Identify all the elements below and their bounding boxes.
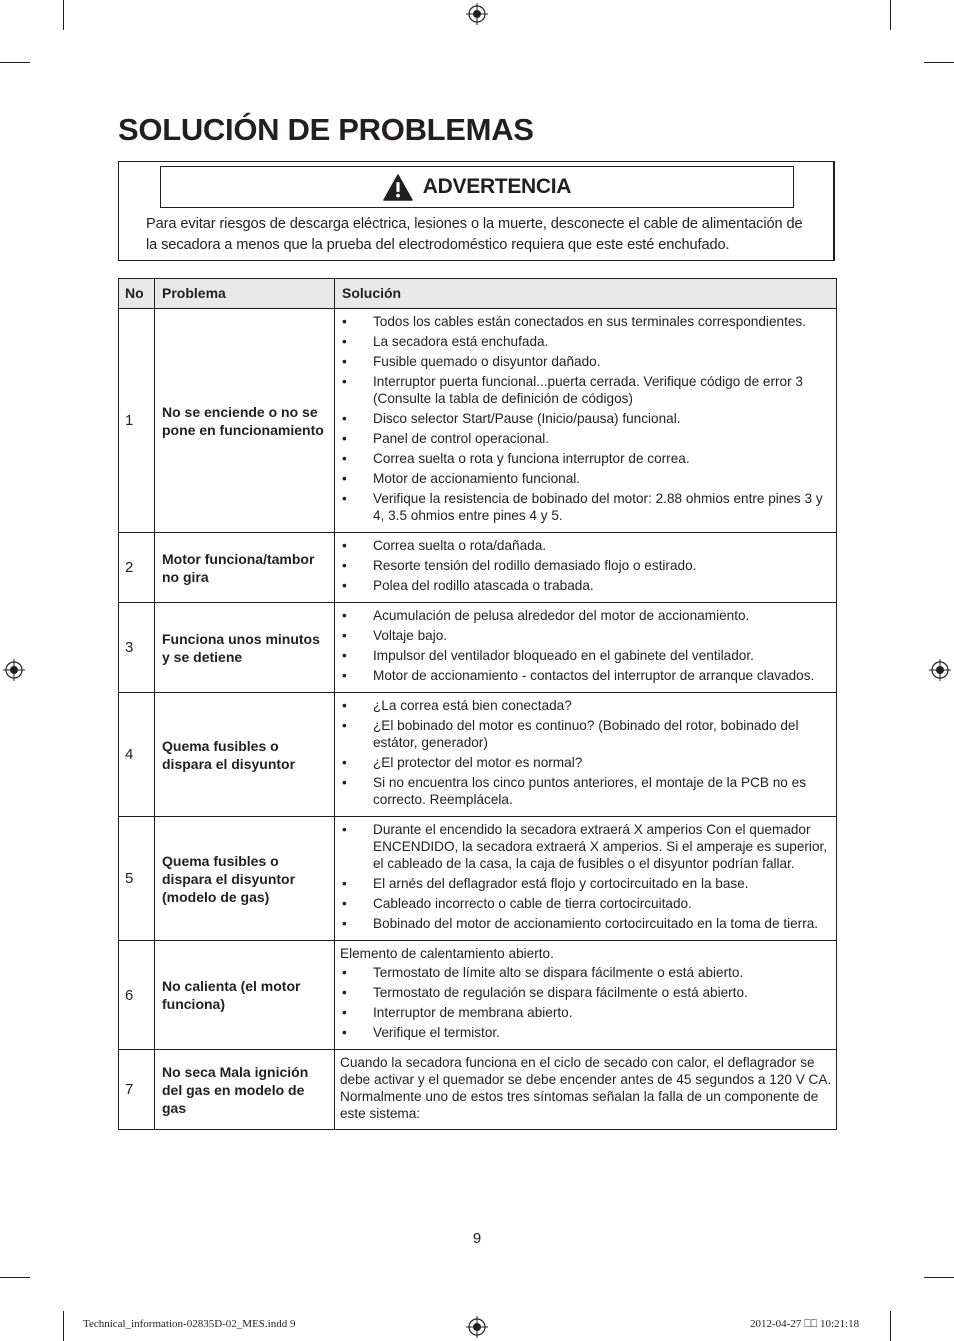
- problem-cell: Funciona unos minutos y se detiene: [155, 603, 335, 693]
- page-number: 9: [472, 1230, 482, 1247]
- column-header-solution: Solución: [335, 279, 837, 309]
- list-item: • Impulsor del ventilador bloqueado en el gabinete del ventilador.: [340, 647, 832, 664]
- solution-list: [340, 821, 832, 932]
- list-item: • Interruptor puerta funcional...puerta cerrada. Verifique código de error 3 (Consulte la tabla de definición de códigos): [340, 373, 832, 407]
- warning-text: Para evitar riesgos de descarga eléctrica, lesiones o la muerte, desconecte el cable de alimentación de la secadora a menos que la prueba del electrodoméstico requiera que este esté enchufado.: [146, 216, 803, 253]
- table-row: [119, 309, 837, 533]
- problem-cell: Quema fusibles o dispara el disyuntor (modelo de gas): [155, 817, 335, 941]
- column-header-problem: Problema: [155, 279, 335, 309]
- list-item: • Fusible quemado o disyuntor dañado.: [340, 353, 832, 370]
- crop-mark: [924, 62, 954, 63]
- warning-box: [118, 161, 835, 261]
- list-item: • Verifique la resistencia de bobinado del motor: 2.88 ohmios entre pines 3 y 4, 3.5 ohmios entre pines 4 y 5.: [340, 490, 832, 524]
- list-item: • Durante el encendido la secadora extraerá X amperios Con el quemador ENCENDIDO, la secadora extraerá X amperios. Si el amperaje es superior, el cableado de la casa, la caja de fusibles o el disyuntor podrían fallar.: [340, 821, 832, 872]
- footer-timestamp: 2012-04-27 ⎕⎕ 10:21:18: [750, 1318, 860, 1330]
- solution-cell: [335, 693, 837, 817]
- solution-cell: [335, 533, 837, 603]
- crop-mark: [0, 62, 30, 63]
- troubleshooting-table: [118, 278, 837, 1130]
- list-item: • Disco selector Start/Pause (Inicio/pausa) funcional.: [340, 410, 832, 427]
- registration-mark-icon: [466, 3, 488, 25]
- row-number: 1: [119, 309, 155, 533]
- list-item: • Motor de accionamiento - contactos del interruptor de arranque clavados.: [340, 667, 832, 684]
- list-item: • Polea del rodillo atascada o trabada.: [340, 577, 832, 594]
- row-number: 6: [119, 941, 155, 1050]
- list-item: • Interruptor de membrana abierto.: [340, 1004, 832, 1021]
- list-item: • Resorte tensión del rodillo demasiado flojo o estirado.: [340, 557, 832, 574]
- list-item: • Termostato de regulación se dispara fácilmente o está abierto.: [340, 984, 832, 1001]
- row-number: 5: [119, 817, 155, 941]
- table-row: [119, 1050, 837, 1130]
- warning-triangle-icon: [383, 174, 413, 201]
- warning-header: [160, 166, 794, 208]
- crop-mark: [0, 1277, 30, 1278]
- solution-cell: [335, 941, 837, 1050]
- column-header-no: No: [119, 279, 155, 309]
- table-row: [119, 941, 837, 1050]
- list-item: • Bobinado del motor de accionamiento cortocircuitado en la toma de tierra.: [340, 915, 832, 932]
- solution-intro: Cuando la secadora funciona en el ciclo de secado con calor, el deflagrador se debe activar y el quemador se debe encender antes de 45 segundos a 120 V CA. Normalmente uno de estos tres síntomas señalan la falla de un componente de este sistema:: [340, 1055, 832, 1121]
- crop-mark: [890, 0, 891, 30]
- crop-mark: [63, 0, 64, 30]
- solution-intro: Elemento de calentamiento abierto.: [340, 946, 554, 961]
- list-item: • Verifique el termistor.: [340, 1024, 832, 1041]
- list-item: • La secadora está enchufada.: [340, 333, 832, 350]
- solution-list: [340, 964, 832, 1041]
- solution-cell: [335, 817, 837, 941]
- solution-list: [340, 697, 832, 808]
- row-number: 3: [119, 603, 155, 693]
- list-item: • El arnés del deflagrador está flojo y cortocircuitado en la base.: [340, 875, 832, 892]
- list-item: • ¿El protector del motor es normal?: [340, 754, 832, 771]
- list-item: • Correa suelta o rota/dañada.: [340, 537, 832, 554]
- table-row: [119, 533, 837, 603]
- table-header-row: [119, 279, 837, 309]
- table-row: [119, 603, 837, 693]
- row-number: 7: [119, 1050, 155, 1130]
- problem-cell: No se enciende o no se pone en funcionamiento: [155, 309, 335, 533]
- table-row: [119, 693, 837, 817]
- table-body: [119, 309, 837, 1130]
- crop-mark: [890, 1311, 891, 1341]
- crop-mark: [63, 1311, 64, 1341]
- list-item: • Motor de accionamiento funcional.: [340, 470, 832, 487]
- solution-cell: [335, 309, 837, 533]
- list-item: • ¿El bobinado del motor es continuo? (Bobinado del rotor, bobinado del estátor, generador): [340, 717, 832, 751]
- solution-list: [340, 313, 832, 524]
- registration-mark-icon: [466, 1316, 488, 1338]
- problem-cell: No calienta (el motor funciona): [155, 941, 335, 1050]
- list-item: • Acumulación de pelusa alrededor del motor de accionamiento.: [340, 607, 832, 624]
- registration-mark-icon: [3, 659, 25, 681]
- list-item: • Panel de control operacional.: [340, 430, 832, 447]
- list-item: • Todos los cables están conectados en sus terminales correspondientes.: [340, 313, 832, 330]
- solution-cell: [335, 603, 837, 693]
- list-item: • Termostato de límite alto se dispara fácilmente o está abierto.: [340, 964, 832, 981]
- page-title: SOLUCIÓN DE PROBLEMAS: [118, 112, 534, 147]
- table-row: [119, 817, 837, 941]
- list-item: • ¿La correa está bien conectada?: [340, 697, 832, 714]
- problem-cell: No seca Mala ignición del gas en modelo de gas: [155, 1050, 335, 1130]
- problem-cell: Motor funciona/tambor no gira: [155, 533, 335, 603]
- solution-list: [340, 537, 832, 594]
- warning-title: ADVERTENCIA: [422, 175, 572, 198]
- solution-list: [340, 607, 832, 684]
- problem-cell: Quema fusibles o dispara el disyuntor: [155, 693, 335, 817]
- list-item: • Correa suelta o rota y funciona interruptor de correa.: [340, 450, 832, 467]
- registration-mark-icon: [929, 659, 951, 681]
- footer-file-info: Technical_information-02835D-02_MES.indd 9: [83, 1318, 296, 1330]
- solution-cell: [335, 1050, 837, 1130]
- list-item: • Cableado incorrecto o cable de tierra cortocircuitado.: [340, 895, 832, 912]
- row-number: 4: [119, 693, 155, 817]
- list-item: • Si no encuentra los cinco puntos anteriores, el montaje de la PCB no es correcto. Reemplácela.: [340, 774, 832, 808]
- crop-mark: [924, 1277, 954, 1278]
- list-item: • Voltaje bajo.: [340, 627, 832, 644]
- row-number: 2: [119, 533, 155, 603]
